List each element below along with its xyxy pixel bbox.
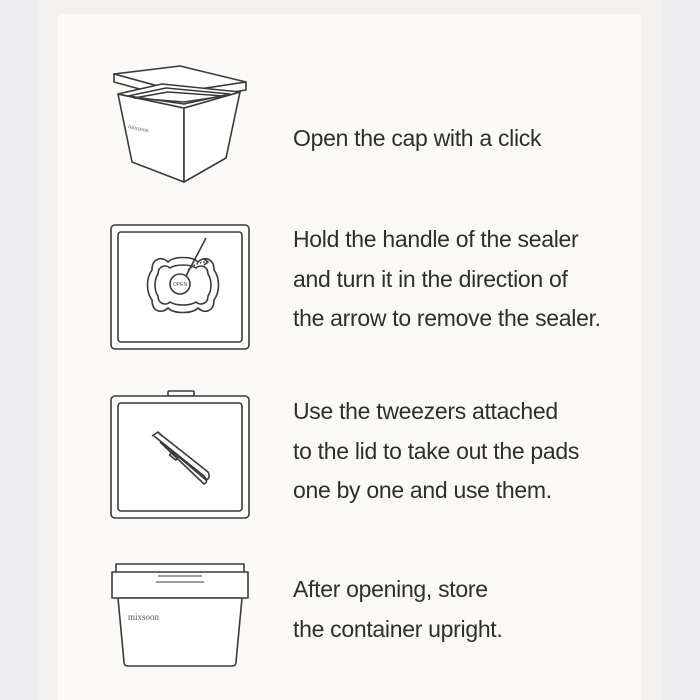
step-4: [58, 560, 641, 680]
step-3: [58, 390, 641, 525]
open-container-illustration: [108, 62, 252, 186]
step-2-line-3: the arrow to remove the sealer.: [293, 305, 601, 331]
right-margin: [662, 0, 700, 700]
step-3-line-2: to the lid to take out the pads: [293, 437, 580, 464]
step-1-line-1: Open the cap with a click: [293, 125, 542, 151]
step-4-line-2: the container upright.: [293, 615, 503, 642]
sealer-illustration: [108, 222, 252, 352]
sealer-open-text: OPEN: [172, 282, 188, 288]
container-brand-text: mixsoon: [128, 612, 160, 622]
step-2-text: [293, 220, 633, 339]
step-2-line-1: Hold the handle of the sealer: [293, 226, 579, 252]
step-1: [58, 62, 641, 192]
step-1-text: [293, 119, 633, 159]
tweezers-illustration: [108, 390, 252, 522]
step-3-text: [293, 392, 633, 511]
left-margin: [0, 0, 38, 700]
box-brand-text: mixsoon: [127, 124, 150, 135]
step-2-line-2: and turn it in the direction of: [293, 265, 568, 292]
instructions-card: [58, 14, 641, 700]
step-4-line-1: After opening, store: [293, 576, 488, 602]
step-4-text: [293, 570, 633, 649]
closed-container-illustration: [108, 560, 252, 670]
step-3-line-1: Use the tweezers attached: [293, 398, 558, 424]
step-3-line-3: one by one and use them.: [293, 477, 552, 503]
step-2: [58, 220, 641, 355]
